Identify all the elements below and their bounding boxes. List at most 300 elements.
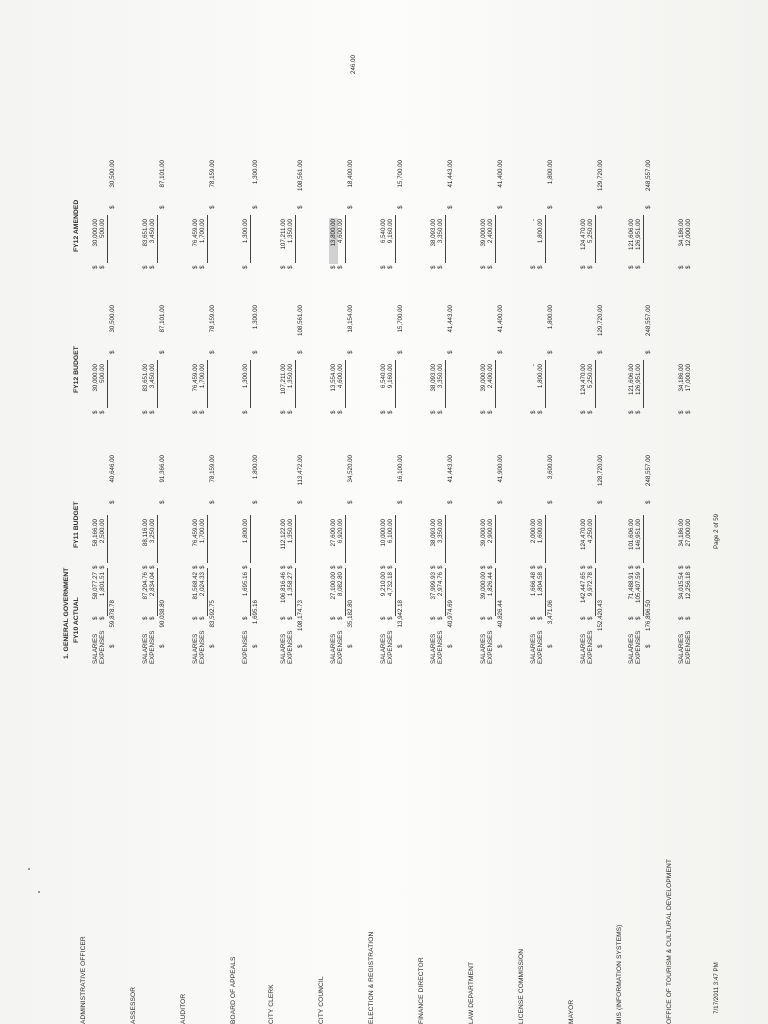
dollar-sign: $ <box>149 265 156 269</box>
fy12-amended-total: 108,561.00 <box>297 305 304 336</box>
line-label: SALARIES <box>628 633 635 664</box>
dollar-sign: $ <box>380 616 387 620</box>
dollar-sign: $ <box>685 265 692 269</box>
dollar-sign: $ <box>597 350 604 354</box>
line-label: EXPENSES <box>242 630 249 664</box>
fy10-value: 2,024.33 <box>199 572 206 597</box>
dollar-sign: $ <box>447 644 454 648</box>
dollar-sign: $ <box>252 644 259 648</box>
fy11-value: 2,500.00 <box>99 519 106 544</box>
dollar-sign: $ <box>497 205 504 209</box>
dollar-sign: $ <box>209 350 216 354</box>
dollar-sign: $ <box>297 500 304 504</box>
fy10-value: 105,407.59 <box>635 572 642 603</box>
fy12-amended-value: 76,459.00 <box>192 219 199 247</box>
dollar-sign: $ <box>430 565 437 569</box>
fy10-value: 58,077.27 <box>92 572 99 600</box>
dollar-sign: $ <box>192 265 199 269</box>
fy12-amended-value: 1,800.00 <box>537 219 544 244</box>
dollar-sign: $ <box>330 565 337 569</box>
fy12-amended-value: 30,000.00 <box>92 219 99 247</box>
fy12-amended-value: 500.00 <box>99 219 106 238</box>
dollar-sign: $ <box>387 565 394 569</box>
dollar-sign: $ <box>430 616 437 620</box>
dollar-sign: $ <box>242 565 249 569</box>
fy10-value: 1,666.48 <box>530 572 537 597</box>
dollar-sign: $ <box>109 205 116 209</box>
dollar-sign: $ <box>159 644 166 648</box>
dollar-sign: $ <box>587 565 594 569</box>
total-underline <box>345 515 346 563</box>
dollar-sign: $ <box>387 410 394 414</box>
total-underline <box>107 360 108 408</box>
fy12-budget-value: 107,211.00 <box>280 364 287 395</box>
dollar-sign: $ <box>347 644 354 648</box>
dollar-sign: $ <box>347 350 354 354</box>
dollar-sign: $ <box>530 410 537 414</box>
dollar-sign: $ <box>497 350 504 354</box>
dollar-sign: $ <box>242 410 249 414</box>
dollar-sign: $ <box>287 616 294 620</box>
fy12-budget-value: 2,400.00 <box>487 364 494 389</box>
fy12-amended-value: 1,300.00 <box>242 219 249 244</box>
fy11-value: 101,606.00 <box>628 519 635 550</box>
fy12-budget-value: 17,000.00 <box>685 364 692 392</box>
row-total: 1,800.00 <box>547 160 554 185</box>
dollar-sign: $ <box>547 500 554 504</box>
dollar-sign: $ <box>109 500 116 504</box>
dollar-sign: $ <box>149 410 156 414</box>
fy10-total: 1,695.16 <box>252 600 259 625</box>
total-underline <box>545 360 546 408</box>
dollar-sign: $ <box>437 616 444 620</box>
line-label: EXPENSES <box>287 630 294 664</box>
fy12-budget-value: 500.00 <box>99 364 106 383</box>
fy12-amended-value: 121,606.00 <box>628 219 635 250</box>
department-name: LICENSE COMMISSION <box>518 948 525 1024</box>
fy10-total: 83,592.75 <box>209 600 216 628</box>
department-name: FINANCE DIRECTOR <box>418 957 425 1024</box>
total-underline <box>345 568 346 616</box>
dollar-sign: $ <box>330 265 337 269</box>
fy10-total: 35,182.80 <box>347 600 354 628</box>
dollar-sign: $ <box>347 500 354 504</box>
dollar-sign: $ <box>330 616 337 620</box>
fy12-budget-value: 9,160.00 <box>387 364 394 389</box>
fy10-value: 9,972.78 <box>587 572 594 597</box>
line-label: EXPENSES <box>685 630 692 664</box>
department-name: ELECTION & REGISTRATION <box>368 931 375 1024</box>
fy12-amended-value: 1,350.00 <box>287 219 294 244</box>
fy12-amended-total: 78,159.00 <box>209 305 216 333</box>
department-name: MAYOR <box>568 999 575 1024</box>
dollar-sign: $ <box>109 350 116 354</box>
line-label: SALARIES <box>530 633 537 664</box>
fy12-budget-value: 121,606.00 <box>628 364 635 395</box>
dollar-sign: $ <box>337 265 344 269</box>
fy12-budget-total: 1,800.00 <box>252 455 259 480</box>
total-underline <box>445 515 446 563</box>
dollar-sign: $ <box>142 616 149 620</box>
fy12-budget-value: 83,651.00 <box>142 364 149 392</box>
dollar-sign: $ <box>209 644 216 648</box>
dollar-sign: $ <box>380 265 387 269</box>
dollar-sign: $ <box>480 265 487 269</box>
department-name: ASSESSOR <box>130 986 137 1024</box>
dollar-sign: $ <box>537 265 544 269</box>
line-label: EXPENSES <box>437 630 444 664</box>
total-underline <box>207 515 208 563</box>
dollar-sign: $ <box>337 565 344 569</box>
row-total: 248,557.00 <box>645 160 652 191</box>
fy11-value: 1,600.00 <box>537 519 544 544</box>
fy12-amended-value: 9,160.00 <box>387 219 394 244</box>
dollar-sign: $ <box>628 265 635 269</box>
fy10-value: 4,732.18 <box>387 572 394 597</box>
fy11-value: 27,000.00 <box>685 519 692 547</box>
dollar-sign: $ <box>142 410 149 414</box>
fy10-value: 2,974.76 <box>437 572 444 597</box>
dollar-sign: $ <box>199 410 206 414</box>
fy12-budget-value: 124,470.00 <box>580 364 587 395</box>
total-underline <box>643 215 644 263</box>
dollar-sign: $ <box>242 616 249 620</box>
dollar-sign: $ <box>587 410 594 414</box>
dollar-sign: $ <box>92 265 99 269</box>
dollar-sign: $ <box>387 265 394 269</box>
fy11-value: 1,700.00 <box>199 519 206 544</box>
fy12-amended-value: 6,540.00 <box>380 219 387 244</box>
row-total: 108,561.00 <box>297 160 304 191</box>
fy11-value: 34,186.00 <box>678 519 685 547</box>
dollar-sign: $ <box>430 410 437 414</box>
fy11-value: 1,350.00 <box>287 519 294 544</box>
dollar-sign: $ <box>397 205 404 209</box>
fy12-budget-total: 34,520.00 <box>347 455 354 483</box>
fy12-amended-total: 129,720.00 <box>597 305 604 336</box>
dollar-sign: $ <box>337 410 344 414</box>
fy12-amended-value: 3,350.00 <box>437 219 444 244</box>
dollar-sign: $ <box>530 565 537 569</box>
fy10-value: 1,826.44 <box>487 572 494 597</box>
total-underline <box>445 215 446 263</box>
row-total: 87,101.00 <box>159 160 166 188</box>
dollar-sign: $ <box>297 205 304 209</box>
dollar-sign: $ <box>645 500 652 504</box>
dollar-sign: $ <box>635 265 642 269</box>
fy10-value: 12,256.18 <box>685 572 692 600</box>
fy10-value: 81,568.42 <box>192 572 199 600</box>
fy12-budget-total: 3,600.00 <box>547 455 554 480</box>
fy12-budget-total: 128,720.00 <box>597 455 604 486</box>
fy12-amended-value: - <box>530 219 537 222</box>
dollar-sign: $ <box>587 265 594 269</box>
line-label: SALARIES <box>192 633 199 664</box>
line-label: SALARIES <box>330 633 337 664</box>
fy12-budget-value: 3,450.00 <box>149 364 156 389</box>
column-header-fy11-budget: FY11 BUDGET <box>73 501 80 548</box>
fy12-budget-value: 1,800.00 <box>537 364 544 389</box>
dollar-sign: $ <box>628 565 635 569</box>
fy12-amended-value: 107,211.00 <box>280 219 287 250</box>
fy12-budget-value: 13,554.00 <box>330 364 337 392</box>
fy11-value: 88,116.00 <box>142 519 149 547</box>
dollar-sign: $ <box>209 205 216 209</box>
dollar-sign: $ <box>635 410 642 414</box>
dollar-sign: $ <box>437 565 444 569</box>
fy10-value: 27,100.00 <box>330 572 337 600</box>
dollar-sign: $ <box>380 410 387 414</box>
dollar-sign: $ <box>159 500 166 504</box>
department-name: LAW DEPARTMENT <box>468 961 475 1024</box>
column-header-fy10-actual: FY10 ACTUAL <box>73 597 80 643</box>
total-underline <box>445 360 446 408</box>
dollar-sign: $ <box>280 265 287 269</box>
fy10-value: 1,695.16 <box>242 572 249 597</box>
dollar-sign: $ <box>92 616 99 620</box>
dollar-sign: $ <box>297 644 304 648</box>
fy12-budget-value: 39,000.00 <box>480 364 487 392</box>
total-underline <box>107 215 108 263</box>
dollar-sign: $ <box>645 644 652 648</box>
department-name: MIS (INFORMATION SYSTEMS) <box>616 924 623 1024</box>
row-total: 15,700.00 <box>397 160 404 188</box>
dollar-sign: $ <box>199 265 206 269</box>
dollar-sign: $ <box>487 565 494 569</box>
dollar-sign: $ <box>678 616 685 620</box>
fy12-amended-value: 2,400.00 <box>487 219 494 244</box>
dollar-sign: $ <box>537 616 544 620</box>
row-total: 41,400.00 <box>497 160 504 188</box>
total-underline <box>545 568 546 616</box>
fy12-amended-value: 12,000.00 <box>685 219 692 247</box>
department-name: CITY COUNCIL <box>318 976 325 1024</box>
fy12-budget-value: 1,700.00 <box>199 364 206 389</box>
fy12-amended-value: 126,951.00 <box>635 219 642 250</box>
fy12-amended-total: 248,557.00 <box>645 305 652 336</box>
dollar-sign: $ <box>99 410 106 414</box>
fy11-value: 58,166.00 <box>92 519 99 547</box>
total-underline <box>295 360 296 408</box>
dollar-sign: $ <box>380 565 387 569</box>
fy12-amended-total: 15,700.00 <box>397 305 404 333</box>
dollar-sign: $ <box>547 205 554 209</box>
fy11-value: 6,920.00 <box>337 519 344 544</box>
fy12-budget-value: 5,250.00 <box>587 364 594 389</box>
total-underline <box>545 515 546 563</box>
fy12-budget-value: 1,300.00 <box>242 364 249 389</box>
dollar-sign: $ <box>547 350 554 354</box>
fy10-value: 1,801.51 <box>99 572 106 597</box>
total-underline <box>250 568 251 616</box>
fy11-value: 3,350.00 <box>437 519 444 544</box>
line-label: SALARIES <box>580 633 587 664</box>
dollar-sign: $ <box>678 410 685 414</box>
line-label: EXPENSES <box>387 630 394 664</box>
fy10-value: 1,358.27 <box>287 572 294 597</box>
dollar-sign: $ <box>530 265 537 269</box>
fy11-value: 4,250.00 <box>587 519 594 544</box>
total-underline <box>495 515 496 563</box>
total-underline <box>295 515 296 563</box>
fy12-amended-value: 4,600.00 <box>337 219 344 244</box>
total-underline <box>495 360 496 408</box>
fy11-value: 146,951.00 <box>635 519 642 550</box>
fy12-amended-value: 5,250.00 <box>587 219 594 244</box>
fy10-value: 1,804.58 <box>537 572 544 597</box>
dollar-sign: $ <box>447 350 454 354</box>
line-label: EXPENSES <box>99 630 106 664</box>
fy10-total: 90,038.80 <box>159 600 166 628</box>
dollar-sign: $ <box>635 565 642 569</box>
department-name: ADMINISTRATIVE OFFICER <box>80 936 87 1024</box>
dollar-sign: $ <box>580 616 587 620</box>
fy10-total: 13,942.18 <box>397 600 404 628</box>
dollar-sign: $ <box>280 565 287 569</box>
total-underline <box>395 360 396 408</box>
total-underline <box>395 215 396 263</box>
fy10-value: 34,015.54 <box>678 572 685 600</box>
fy12-budget-total: 40,646.00 <box>109 455 116 483</box>
fy12-budget-total: 41,443.00 <box>447 455 454 483</box>
total-underline <box>157 568 158 616</box>
fy11-value: 124,470.00 <box>580 519 587 550</box>
total-underline <box>207 568 208 616</box>
dollar-sign: $ <box>297 350 304 354</box>
dollar-sign: $ <box>430 265 437 269</box>
fy10-total: 40,974.69 <box>447 600 454 628</box>
fy12-amended-value: 34,186.00 <box>678 219 685 247</box>
line-label: EXPENSES <box>587 630 594 664</box>
dollar-sign: $ <box>280 616 287 620</box>
total-underline <box>495 215 496 263</box>
total-underline <box>545 215 546 263</box>
dollar-sign: $ <box>547 644 554 648</box>
dollar-sign: $ <box>487 265 494 269</box>
fy12-amended-total: 41,443.00 <box>447 305 454 333</box>
total-underline <box>250 360 251 408</box>
fy11-value: 3,250.00 <box>149 519 156 544</box>
dollar-sign: $ <box>487 410 494 414</box>
total-underline <box>107 515 108 563</box>
dollar-sign: $ <box>587 616 594 620</box>
dollar-sign: $ <box>447 205 454 209</box>
total-underline <box>345 215 346 263</box>
dollar-sign: $ <box>397 500 404 504</box>
fy12-amended-value: 38,093.00 <box>430 219 437 247</box>
dollar-sign: $ <box>537 410 544 414</box>
total-underline <box>295 568 296 616</box>
total-underline <box>595 515 596 563</box>
fy11-value: 112,122.00 <box>280 519 287 550</box>
fy12-budget-value: 38,093.00 <box>430 364 437 392</box>
dollar-sign: $ <box>480 565 487 569</box>
fy12-budget-total: 113,472.00 <box>297 455 304 486</box>
dollar-sign: $ <box>635 616 642 620</box>
fy12-budget-value: 4,600.00 <box>337 364 344 389</box>
section-title: 1. GENERAL GOVERNMENT <box>63 567 70 659</box>
fy12-budget-value: 126,951.00 <box>635 364 642 395</box>
dollar-sign: $ <box>199 565 206 569</box>
dollar-sign: $ <box>287 410 294 414</box>
dollar-sign: $ <box>252 350 259 354</box>
dollar-sign: $ <box>537 565 544 569</box>
fy12-amended-value: 1,700.00 <box>199 219 206 244</box>
total-underline <box>295 215 296 263</box>
total-underline <box>595 568 596 616</box>
dollar-sign: $ <box>580 410 587 414</box>
fy12-amended-total: 1,300.00 <box>252 305 259 330</box>
fy10-total: 3,471.06 <box>547 600 554 625</box>
dollar-sign: $ <box>280 410 287 414</box>
footer-date: 7/17/2011 3:47 PM <box>713 962 720 1014</box>
line-label: EXPENSES <box>635 630 642 664</box>
dollar-sign: $ <box>580 265 587 269</box>
fy10-value: 9,210.00 <box>380 572 387 597</box>
fy12-budget-value: - <box>530 364 537 367</box>
line-label: EXPENSES <box>537 630 544 664</box>
total-underline <box>107 568 108 616</box>
row-total: 18,400.00 <box>347 160 354 188</box>
dollar-sign: $ <box>678 265 685 269</box>
fy10-value: 106,816.46 <box>280 572 287 603</box>
fy12-amended-total: 18,154.00 <box>347 305 354 333</box>
line-label: EXPENSES <box>199 630 206 664</box>
fy10-total: 152,420.43 <box>597 600 604 631</box>
line-label: SALARIES <box>480 633 487 664</box>
row-total: 78,159.00 <box>209 160 216 188</box>
dollar-sign: $ <box>480 410 487 414</box>
dollar-sign: $ <box>192 410 199 414</box>
dollar-sign: $ <box>628 410 635 414</box>
line-label: SALARIES <box>430 633 437 664</box>
total-underline <box>495 568 496 616</box>
total-underline <box>345 360 346 408</box>
fy10-total: 108,174.73 <box>297 600 304 631</box>
fy12-amended-total: 41,400.00 <box>497 305 504 333</box>
fy11-value: 1,800.00 <box>242 519 249 544</box>
row-total: 129,720.00 <box>597 160 604 191</box>
total-underline <box>157 515 158 563</box>
line-label: SALARIES <box>678 633 685 664</box>
fy11-value: 10,000.00 <box>380 519 387 547</box>
dollar-sign: $ <box>199 616 206 620</box>
dollar-sign: $ <box>397 644 404 648</box>
dollar-sign: $ <box>109 644 116 648</box>
total-underline <box>157 360 158 408</box>
dollar-sign: $ <box>628 616 635 620</box>
dollar-sign: $ <box>678 565 685 569</box>
dollar-sign: $ <box>347 205 354 209</box>
dollar-sign: $ <box>597 644 604 648</box>
fy11-value: 6,100.00 <box>387 519 394 544</box>
fy12-budget-value: 76,459.00 <box>192 364 199 392</box>
row-total: 30,500.00 <box>109 160 116 188</box>
dollar-sign: $ <box>530 616 537 620</box>
fy10-value: 8,082.80 <box>337 572 344 597</box>
fy10-total: 59,878.78 <box>109 600 116 628</box>
dollar-sign: $ <box>437 265 444 269</box>
line-label: SALARIES <box>380 633 387 664</box>
fy10-value: 39,000.00 <box>480 572 487 600</box>
dollar-sign: $ <box>92 410 99 414</box>
dollar-sign: $ <box>192 565 199 569</box>
dollar-sign: $ <box>597 500 604 504</box>
dollar-sign: $ <box>209 500 216 504</box>
total-underline <box>207 360 208 408</box>
total-underline <box>207 215 208 263</box>
fy10-total: 40,826.44 <box>497 600 504 628</box>
